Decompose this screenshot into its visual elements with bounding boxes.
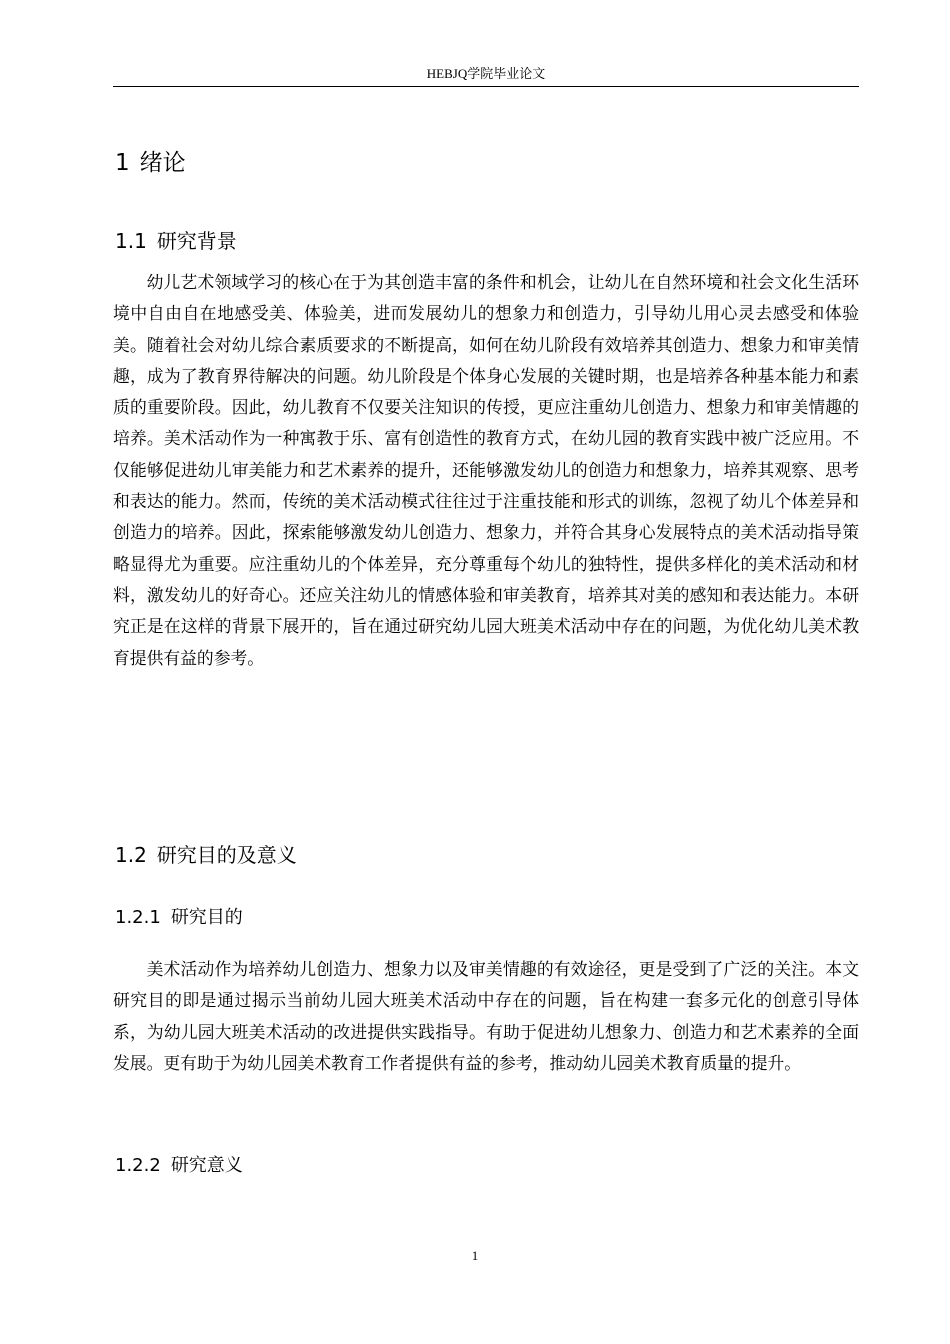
chapter-number: 1 — [115, 150, 130, 176]
section-number: 1.2 — [115, 843, 147, 867]
background-paragraph: 幼儿艺术领域学习的核心在于为其创造丰富的条件和机会，让幼儿在自然环境和社会文化生活环境中自由自在地感受美、体验美，进而发展幼儿的想象力和创造力，引导幼儿用心灵去感受和体验美。随着社会对幼儿综合素质要求的不断提高，如何在幼儿阶段有效培养其创造力、想象力和审美情趣，成为了教育界待解决的问题。幼儿阶段是个体身心发展的关键时期，也是培养各种基本能力和素质的重要阶段。因此，幼儿教育不仅要关注知识的传授，更应注重幼儿创造力、想象力和审美情趣的培养。美术活动作为一种寓教于乐、富有创造性的教育方式，在幼儿园的教育实践中被广泛应用。不仅能够促进幼儿审美能力和艺术素养的提升，还能够激发幼儿的创造力和想象力，培养其观察、思考和表达的能力。然而，传统的美术活动模式往往过于注重技能和形式的训练，忽视了幼儿个体差异和创造力的培养。因此，探索能够激发幼儿创造力、想象力，并符合其身心发展特点的美术活动指导策略显得尤为重要。应注重幼儿的个体差异，充分尊重每个幼儿的独特性，提供多样化的美术活动和材料，激发幼儿的好奇心。还应关注幼儿的情感体验和审美教育，培养其对美的感知和表达能力。本研究正是在这样的背景下展开的，旨在通过研究幼儿园大班美术活动中存在的问题，为优化幼儿美术教育提供有益的参考。 — [113, 272, 859, 668]
subsection-heading-1-2-1 — [115, 904, 243, 932]
subsection-title: 研究意义 — [170, 1155, 243, 1176]
chapter-heading — [115, 147, 186, 179]
subsection-heading-1-2-2 — [115, 1152, 243, 1180]
page-header: HEBJQ学院毕业论文 — [426, 66, 546, 81]
section-heading-1-1 — [115, 226, 237, 256]
chapter-title: 绪论 — [139, 150, 186, 176]
header-rule — [113, 86, 859, 87]
section-title: 研究目的及意义 — [156, 843, 297, 867]
page-number: 1 — [471, 1248, 479, 1263]
subsection-number: 1.2.1 — [115, 907, 161, 928]
purpose-paragraph: 美术活动作为培养幼儿创造力、想象力以及审美情趣的有效途径，更是受到了广泛的关注。本文研究目的即是通过揭示当前幼儿园大班美术活动中存在的问题，旨在构建一套多元化的创意引导体系，为幼儿园大班美术活动的改进提供实践指导。有助于促进幼儿想象力、创造力和艺术素养的全面发展。更有助于为幼儿园美术教育工作者提供有益的参考，推动幼儿园美术教育质量的提升。 — [113, 959, 859, 1073]
section-number: 1.1 — [115, 229, 147, 253]
section-title: 研究背景 — [156, 229, 237, 253]
section-heading-1-2 — [115, 840, 297, 870]
subsection-title: 研究目的 — [170, 907, 243, 928]
subsection-number: 1.2.2 — [115, 1155, 161, 1176]
